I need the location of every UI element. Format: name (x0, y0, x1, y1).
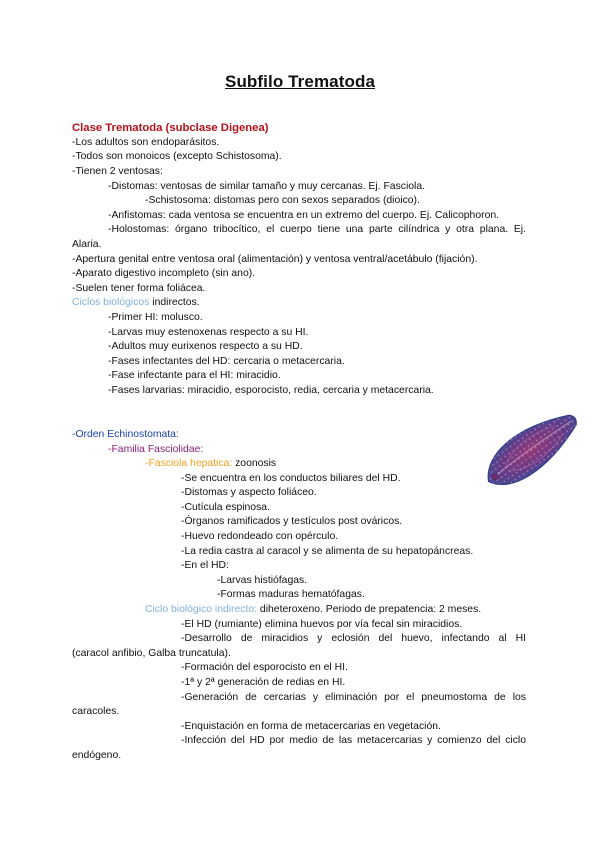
text-line: -Fases larvarias: miracidio, esporocisto, redia, cercaria y metacercaria. (108, 385, 434, 396)
text-line: -Apertura genital entre ventosa oral (alimentación) y ventosa ventral/acetábulo (fijación). (72, 254, 478, 265)
page-title: Subfilo Trematoda (225, 72, 375, 91)
text-line: -Enquistación en forma de metacercarias en vegetación. (181, 721, 441, 732)
text-line: -Generación de cercarias y eliminación por el pneumostoma de los (181, 692, 526, 703)
orden-heading: -Orden Echinostomata: (72, 429, 179, 440)
ciclo-rest: diheteroxeno. Periodo de prepatencia: 2 meses. (257, 604, 482, 615)
text-line: -El HD (rumiante) elimina huevos por vía fecal sin miracidios. (181, 619, 463, 630)
text-line: -Formas maduras hematófagas. (217, 589, 365, 600)
text-line (72, 296, 200, 310)
text-line: -Fases infectantes del HD: cercaria o metacercaria. (108, 356, 345, 367)
text-line: caracoles. (72, 706, 120, 717)
text-line: -Se encuentra en los conductos biliares del HD. (181, 473, 401, 484)
text-line: -Larvas histiófagas. (217, 575, 308, 586)
text-line: -Infección del HD por medio de las metacercarias y comienzo del ciclo (181, 735, 526, 746)
ciclos-rest: indirectos. (149, 297, 200, 308)
ciclo-label: Ciclo biológico indirecto: (145, 604, 258, 615)
text-line: -Primer HI: molusco. (108, 312, 203, 323)
text-line: -Distomas y aspecto foliáceo. (181, 487, 317, 498)
text-line: -Fase infectante para el HI: miracidio. (108, 370, 281, 381)
familia-heading: -Familia Fasciolidae: (108, 444, 204, 455)
text-line: -Desarrollo de miracidios y eclosión del huevo, infectando al HI (181, 633, 526, 644)
text-line: (caracol anfibio, Galba truncatula). (72, 648, 231, 659)
text-line: Alaria. (72, 239, 102, 250)
text-line: -Huevo redondeado con opérculo. (181, 531, 339, 542)
text-line: -Cutícula espinosa. (181, 502, 270, 513)
text-line: -1ª y 2ª generación de redias en HI. (181, 677, 346, 688)
text-line: -La redia castra al caracol y se alimenta de su hepatopáncreas. (181, 546, 474, 557)
text-line: -Adultos muy eurixenos respecto a su HD. (108, 341, 303, 352)
text-line: endógeno. (72, 750, 122, 761)
text-line: -Todos son monoicos (excepto Schistosoma). (72, 151, 282, 162)
text-line: -En el HD: (181, 560, 229, 571)
fasciola-hepatica-image (470, 400, 590, 500)
text-line (145, 603, 481, 617)
text-line: -Órganos ramificados y testículos post ováricos. (181, 516, 403, 527)
text-line: -Tienen 2 ventosas: (72, 166, 163, 177)
text-line: -Anfistomas: cada ventosa se encuentra en un extremo del cuerpo. Ej. Calicophoron. (108, 210, 500, 221)
text-line: -Holostomas: órgano tribocítico, el cuerpo tiene una parte cilíndrica y otra plana. Ej. (108, 224, 526, 235)
text-line: -Larvas muy estenoxenas respecto a su HI. (108, 327, 309, 338)
especie-rest: zoonosis (232, 458, 277, 469)
text-line: -Schistosoma: distomas pero con sexos separados (dioico). (145, 195, 420, 206)
text-line (145, 457, 276, 471)
text-line: -Aparato digestivo incompleto (sin ano). (72, 268, 256, 279)
ciclos-label: Ciclos biológicos (72, 297, 150, 308)
section-heading: Clase Trematoda (subclase Digenea) (72, 122, 269, 134)
especie-label: -Fasciola hepatica: (145, 458, 233, 469)
text-line: -Suelen tener forma foliácea. (72, 283, 206, 294)
text-line: -Formación del esporocisto en el HI. (181, 662, 348, 673)
text-line: -Los adultos son endoparásitos. (72, 137, 220, 148)
text-line: -Distomas: ventosas de similar tamaño y muy cercanas. Ej. Fasciola. (108, 181, 426, 192)
